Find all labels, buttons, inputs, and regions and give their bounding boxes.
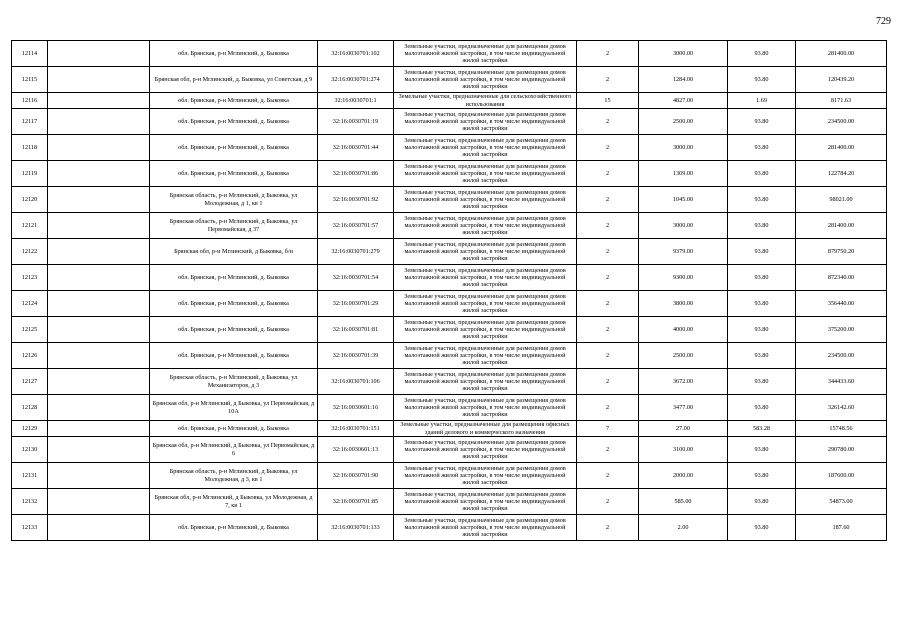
specific-value-cell: 93.80 (728, 265, 796, 291)
use-group-cell: 2 (577, 489, 639, 515)
area-cell: 3100.00 (639, 437, 728, 463)
table-row (12, 67, 887, 93)
cadastral-number-cell: 32:16:0030701:81 (318, 317, 394, 343)
area-cell: 3672.00 (639, 369, 728, 395)
table-row (12, 421, 887, 437)
land-use-cell: Земельные участки, предназначенные для размещения домов малоэтажной жилой застройки, в том числе индивидуальной жилой застройки (394, 187, 577, 213)
cadastral-value-cell: 872340.00 (796, 265, 887, 291)
land-use-cell: Земельные участки, предназначенные для размещения домов малоэтажной жилой застройки, в том числе индивидуальной жилой застройки (394, 213, 577, 239)
cadastral-value-cell: 122784.20 (796, 161, 887, 187)
specific-value-cell: 93.80 (728, 463, 796, 489)
land-use-cell: Земельные участки, предназначенные для размещения домов малоэтажной жилой застройки, в том числе индивидуальной жилой застройки (394, 41, 577, 67)
row-number-cell: 12130 (12, 437, 48, 463)
empty-cell (48, 41, 150, 67)
row-number-cell: 12128 (12, 395, 48, 421)
area-cell: 3000.00 (639, 41, 728, 67)
specific-value-cell: 93.80 (728, 317, 796, 343)
cadastral-number-cell: 32:16:0030701:19 (318, 109, 394, 135)
address-cell: Брянская область, р-н Мглинский, д Быковка, ул Первомайская, д 37 (150, 213, 318, 239)
specific-value-cell: 583.28 (728, 421, 796, 437)
table-row (12, 135, 887, 161)
cadastral-number-cell: 32:16:0030701:39 (318, 343, 394, 369)
empty-cell (48, 93, 150, 109)
specific-value-cell: 1.69 (728, 93, 796, 109)
cadastral-number-cell: 32:16:0030701:57 (318, 213, 394, 239)
empty-cell (48, 187, 150, 213)
land-use-cell: Земельные участки, предназначенные для сельскохозяйственного использования (394, 93, 577, 109)
cadastral-number-cell: 32:16:0030701:279 (318, 239, 394, 265)
specific-value-cell: 93.80 (728, 187, 796, 213)
use-group-cell: 2 (577, 291, 639, 317)
table-row (12, 489, 887, 515)
cadastral-value-cell: 187.60 (796, 515, 887, 541)
table-row (12, 161, 887, 187)
specific-value-cell: 93.80 (728, 437, 796, 463)
row-number-cell: 12131 (12, 463, 48, 489)
use-group-cell: 2 (577, 395, 639, 421)
empty-cell (48, 437, 150, 463)
cadastral-value-cell: 344433.60 (796, 369, 887, 395)
address-cell: Брянская обл, р-н Мглинский, д Быковка, ул Первомайская, д 6 (150, 437, 318, 463)
specific-value-cell: 93.80 (728, 515, 796, 541)
land-use-cell: Земельные участки, предназначенные для размещения домов малоэтажной жилой застройки, в том числе индивидуальной жилой застройки (394, 135, 577, 161)
land-use-cell: Земельные участки, предназначенные для размещения домов малоэтажной жилой застройки, в том числе индивидуальной жилой застройки (394, 265, 577, 291)
area-cell: 4000.00 (639, 317, 728, 343)
empty-cell (48, 421, 150, 437)
area-cell: 9379.00 (639, 239, 728, 265)
use-group-cell: 2 (577, 369, 639, 395)
area-cell: 27.00 (639, 421, 728, 437)
land-use-cell: Земельные участки, предназначенные для размещения домов малоэтажной жилой застройки, в том числе индивидуальной жилой застройки (394, 369, 577, 395)
row-number-cell: 12125 (12, 317, 48, 343)
specific-value-cell: 93.80 (728, 239, 796, 265)
row-number-cell: 12119 (12, 161, 48, 187)
use-group-cell: 2 (577, 109, 639, 135)
address-cell: Брянская обл, р-н Мглинский, д Быковка, ул Молодежная, д 7, кв 1 (150, 489, 318, 515)
empty-cell (48, 265, 150, 291)
table-row (12, 395, 887, 421)
use-group-cell: 2 (577, 213, 639, 239)
cadastral-number-cell: 32:16:0030701:102 (318, 41, 394, 67)
row-number-cell: 12122 (12, 239, 48, 265)
specific-value-cell: 93.80 (728, 67, 796, 93)
area-cell: 3000.00 (639, 213, 728, 239)
empty-cell (48, 67, 150, 93)
table-row (12, 213, 887, 239)
empty-cell (48, 161, 150, 187)
cadastral-number-cell: 32:16:0030701:29 (318, 291, 394, 317)
address-cell: Брянская область, р-н Мглинский, д Быковка, ул Молодежная, д 3, кв 1 (150, 463, 318, 489)
row-number-cell: 12123 (12, 265, 48, 291)
land-use-cell: Земельные участки, предназначенные для размещения офисных зданий делового и коммерческого назначения (394, 421, 577, 437)
use-group-cell: 7 (577, 421, 639, 437)
address-cell: обл. Брянская, р-н Мглинский, д. Быковка (150, 317, 318, 343)
address-cell: обл. Брянская, р-н Мглинский, д. Быковка (150, 41, 318, 67)
area-cell: 1045.00 (639, 187, 728, 213)
address-cell: обл. Брянская, р-н Мглинский, д. Быковка (150, 109, 318, 135)
table-row (12, 93, 887, 109)
land-use-cell: Земельные участки, предназначенные для размещения домов малоэтажной жилой застройки, в том числе индивидуальной жилой застройки (394, 161, 577, 187)
address-cell: Брянская обл, р-н Мглинский, д Быковка, б/н (150, 239, 318, 265)
table-row (12, 265, 887, 291)
use-group-cell: 2 (577, 239, 639, 265)
land-use-cell: Земельные участки, предназначенные для размещения домов малоэтажной жилой застройки, в том числе индивидуальной жилой застройки (394, 489, 577, 515)
empty-cell (48, 291, 150, 317)
cadastral-value-cell: 98021.00 (796, 187, 887, 213)
cadastral-number-cell: 32:16:0030601:16 (318, 395, 394, 421)
address-cell: Брянская обл, р-н Мглинский, д Быковка, ул Первомайская, д 10А (150, 395, 318, 421)
specific-value-cell: 93.80 (728, 395, 796, 421)
cadastral-value-cell: 879750.20 (796, 239, 887, 265)
cadastral-number-cell: 32:16:0030701:85 (318, 489, 394, 515)
cadastral-value-cell: 281400.00 (796, 135, 887, 161)
row-number-cell: 12118 (12, 135, 48, 161)
use-group-cell: 2 (577, 161, 639, 187)
address-cell: Брянская обл, р-н Мглинский, д. Быковка, ул Советская, д 9 (150, 67, 318, 93)
cadastral-value-cell: 281400.00 (796, 213, 887, 239)
address-cell: обл. Брянская, р-н Мглинский, д. Быковка (150, 161, 318, 187)
specific-value-cell: 93.80 (728, 291, 796, 317)
empty-cell (48, 395, 150, 421)
empty-cell (48, 369, 150, 395)
specific-value-cell: 93.80 (728, 369, 796, 395)
table-row (12, 109, 887, 135)
address-cell: обл. Брянская, р-н Мглинский, д. Быковка (150, 515, 318, 541)
empty-cell (48, 213, 150, 239)
area-cell: 3477.00 (639, 395, 728, 421)
area-cell: 2.00 (639, 515, 728, 541)
table-row (12, 187, 887, 213)
table-row (12, 515, 887, 541)
row-number-cell: 12124 (12, 291, 48, 317)
empty-cell (48, 109, 150, 135)
use-group-cell: 2 (577, 343, 639, 369)
empty-cell (48, 515, 150, 541)
empty-cell (48, 135, 150, 161)
land-use-cell: Земельные участки, предназначенные для размещения домов малоэтажной жилой застройки, в том числе индивидуальной жилой застройки (394, 317, 577, 343)
cadastral-value-cell: 120439.20 (796, 67, 887, 93)
land-use-cell: Земельные участки, предназначенные для размещения домов малоэтажной жилой застройки, в том числе индивидуальной жилой застройки (394, 109, 577, 135)
table-row (12, 291, 887, 317)
empty-cell (48, 239, 150, 265)
specific-value-cell: 93.80 (728, 135, 796, 161)
use-group-cell: 2 (577, 135, 639, 161)
area-cell: 3800.00 (639, 291, 728, 317)
land-use-cell: Земельные участки, предназначенные для размещения домов малоэтажной жилой застройки, в том числе индивидуальной жилой застройки (394, 437, 577, 463)
address-cell: обл. Брянская, р-н Мглинский, д. Быковка (150, 135, 318, 161)
area-cell: 3000.00 (639, 135, 728, 161)
specific-value-cell: 93.80 (728, 41, 796, 67)
land-use-cell: Земельные участки, предназначенные для размещения домов малоэтажной жилой застройки, в том числе индивидуальной жилой застройки (394, 395, 577, 421)
table-row (12, 463, 887, 489)
address-cell: обл. Брянская, р-н Мглинский, д. Быковка (150, 343, 318, 369)
land-use-cell: Земельные участки, предназначенные для размещения домов малоэтажной жилой застройки, в том числе индивидуальной жилой застройки (394, 67, 577, 93)
land-use-cell: Земельные участки, предназначенные для размещения домов малоэтажной жилой застройки, в том числе индивидуальной жилой застройки (394, 343, 577, 369)
specific-value-cell: 93.80 (728, 489, 796, 515)
use-group-cell: 2 (577, 265, 639, 291)
row-number-cell: 12127 (12, 369, 48, 395)
use-group-cell: 2 (577, 41, 639, 67)
cadastral-value-cell: 375200.00 (796, 317, 887, 343)
cadastral-number-cell: 32:16:0030601:13 (318, 437, 394, 463)
address-cell: обл. Брянская, р-н Мглинский, д. Быковка (150, 421, 318, 437)
use-group-cell: 2 (577, 515, 639, 541)
cadastral-value-cell: 290780.00 (796, 437, 887, 463)
use-group-cell: 2 (577, 437, 639, 463)
cadastral-number-cell: 32:16:0030701:90 (318, 463, 394, 489)
row-number-cell: 12132 (12, 489, 48, 515)
cadastral-number-cell: 32:16:0030701:151 (318, 421, 394, 437)
table-row (12, 369, 887, 395)
cadastral-valuation-table (11, 40, 887, 541)
use-group-cell: 2 (577, 463, 639, 489)
row-number-cell: 12114 (12, 41, 48, 67)
cadastral-number-cell: 32:16:0030701:92 (318, 187, 394, 213)
cadastral-value-cell: 187600.00 (796, 463, 887, 489)
area-cell: 1309.00 (639, 161, 728, 187)
empty-cell (48, 343, 150, 369)
cadastral-value-cell: 15748.56 (796, 421, 887, 437)
cadastral-number-cell: 32:16:0030701:106 (318, 369, 394, 395)
cadastral-value-cell: 356440.00 (796, 291, 887, 317)
cadastral-number-cell: 32:16:0030701:274 (318, 67, 394, 93)
table-row (12, 343, 887, 369)
area-cell: 2500.00 (639, 109, 728, 135)
row-number-cell: 12121 (12, 213, 48, 239)
specific-value-cell: 93.80 (728, 213, 796, 239)
land-use-cell: Земельные участки, предназначенные для размещения домов малоэтажной жилой застройки, в том числе индивидуальной жилой застройки (394, 515, 577, 541)
row-number-cell: 12120 (12, 187, 48, 213)
table-row (12, 239, 887, 265)
row-number-cell: 12129 (12, 421, 48, 437)
cadastral-number-cell: 32:16:0030701:54 (318, 265, 394, 291)
specific-value-cell: 93.80 (728, 109, 796, 135)
page-number: 729 (876, 16, 891, 27)
use-group-cell: 2 (577, 67, 639, 93)
specific-value-cell: 93.80 (728, 161, 796, 187)
use-group-cell: 2 (577, 187, 639, 213)
cadastral-value-cell: 281400.00 (796, 41, 887, 67)
table-row (12, 41, 887, 67)
land-use-cell: Земельные участки, предназначенные для размещения домов малоэтажной жилой застройки, в том числе индивидуальной жилой застройки (394, 291, 577, 317)
address-cell: Брянская область, р-н Мглинский, д Быковка, ул Молодежная, д 1, кв 1 (150, 187, 318, 213)
address-cell: обл. Брянская, р-н Мглинский, д. Быковка (150, 291, 318, 317)
row-number-cell: 12133 (12, 515, 48, 541)
cadastral-value-cell: 54873.00 (796, 489, 887, 515)
area-cell: 2500.00 (639, 343, 728, 369)
empty-cell (48, 489, 150, 515)
cadastral-number-cell: 32:16:0030701:44 (318, 135, 394, 161)
cadastral-number-cell: 32:16:0030701:133 (318, 515, 394, 541)
cadastral-value-cell: 326142.60 (796, 395, 887, 421)
use-group-cell: 2 (577, 317, 639, 343)
table-body (12, 41, 887, 541)
specific-value-cell: 93.80 (728, 343, 796, 369)
area-cell: 4827.00 (639, 93, 728, 109)
cadastral-value-cell: 234500.00 (796, 343, 887, 369)
land-use-cell: Земельные участки, предназначенные для размещения домов малоэтажной жилой застройки, в том числе индивидуальной жилой застройки (394, 239, 577, 265)
cadastral-value-cell: 8171.63 (796, 93, 887, 109)
cadastral-number-cell: 32:16:0030701:1 (318, 93, 394, 109)
use-group-cell: 15 (577, 93, 639, 109)
empty-cell (48, 463, 150, 489)
cadastral-number-cell: 32:16:0030701:86 (318, 161, 394, 187)
area-cell: 585.00 (639, 489, 728, 515)
cadastral-value-cell: 234500.00 (796, 109, 887, 135)
table-row (12, 317, 887, 343)
area-cell: 1284.00 (639, 67, 728, 93)
land-use-cell: Земельные участки, предназначенные для размещения домов малоэтажной жилой застройки, в том числе индивидуальной жилой застройки (394, 463, 577, 489)
row-number-cell: 12116 (12, 93, 48, 109)
table-row (12, 437, 887, 463)
area-cell: 2000.00 (639, 463, 728, 489)
address-cell: обл. Брянская, р-н Мглинский, д. Быковка (150, 93, 318, 109)
row-number-cell: 12126 (12, 343, 48, 369)
address-cell: Брянская область, р-н Мглинский, д Быковка, ул Механизаторов, д 3 (150, 369, 318, 395)
row-number-cell: 12115 (12, 67, 48, 93)
address-cell: обл. Брянская, р-н Мглинский, д. Быковка (150, 265, 318, 291)
area-cell: 9300.00 (639, 265, 728, 291)
row-number-cell: 12117 (12, 109, 48, 135)
empty-cell (48, 317, 150, 343)
